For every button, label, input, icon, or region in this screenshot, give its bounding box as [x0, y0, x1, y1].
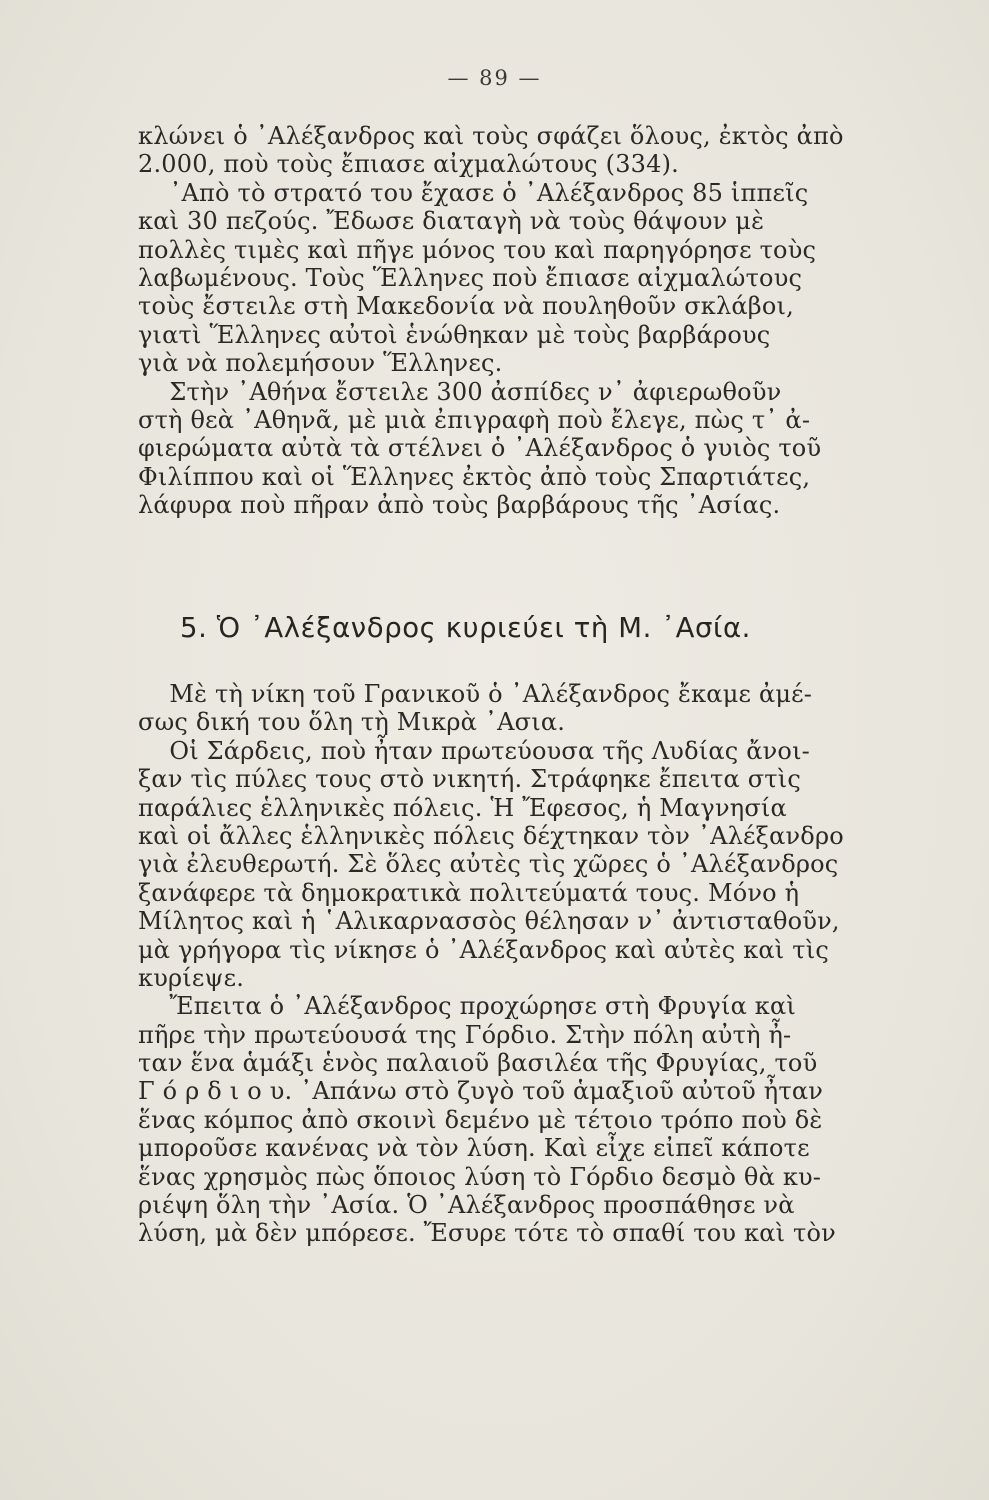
- text-line: λαβωμένους. Τοὺς Ἕλληνες ποὺ ἔπιασε αἰχμαλώτους: [138, 263, 803, 292]
- text-line: ριέψη ὅλη τὴν ᾿Ασία. Ὁ ᾿Αλέξανδρος προσπάθησε νὰ: [138, 1191, 795, 1220]
- text-line: ἕνας κόμπος ἀπὸ σκοινὶ δεμένο μὲ τέτοιο τρόπο ποὺ δὲ: [138, 1105, 823, 1134]
- text-line: τοὺς ἔστειλε στὴ Μακεδονία νὰ πουληθοῦν σκλάβοι,: [138, 292, 794, 321]
- text-block-top: [138, 122, 856, 519]
- text-line: ξαν τὶς πύλες τους στὸ νικητή. Στράφηκε ἔπειτα στὶς: [138, 765, 802, 794]
- text-line: μὰ γρήγορα τὶς νίκησε ὁ ᾿Αλέξανδρος καὶ αὐτὲς καὶ τὶς: [138, 935, 829, 964]
- text-line: 2.000, ποὺ τοὺς ἔπιασε αἰχμαλώτους (334).: [138, 150, 680, 179]
- text-line: ξανάφερε τὰ δημοκρατικὰ πολιτεύματά τους. Μόνο ἡ: [138, 878, 800, 907]
- text-line: γιατὶ Ἕλληνες αὐτοὶ ἑνώθηκαν μὲ τοὺς βαρβάρους: [138, 320, 771, 349]
- text-line: Φιλίππου καὶ οἱ Ἕλληνες ἐκτὸς ἀπὸ τοὺς Σπαρτιάτες,: [138, 462, 811, 491]
- text-line: ᾿Απὸ τὸ στρατό του ἔχασε ὁ ᾿Αλέξανδρος 85 ἱππεῖς: [138, 178, 809, 207]
- text-line: πολλὲς τιμὲς καὶ πῆγε μόνος του καὶ παρηγόρησε τοὺς: [138, 235, 817, 264]
- text-line: καὶ οἱ ἄλλες ἑλληνικὲς πόλεις δέχτηκαν τὸν ᾿Αλέξανδρο: [138, 821, 844, 850]
- text-line: γιὰ ἐλευθερωτή. Σὲ ὅλες αὐτὲς τὶς χῶρες ὁ ᾿Αλέξανδρος: [138, 850, 839, 879]
- text-block-bottom: [138, 680, 856, 1248]
- text-line: στὴ θεὰ ᾿Αθηνᾶ, μὲ μιὰ ἐπιγραφὴ ποὺ ἔλεγε, πὼς τ᾿ ἀ-: [138, 405, 811, 434]
- section-heading: 5. Ὁ ᾿Αλέξανδρος κυριεύει τὴ Μ. ᾿Ασία.: [180, 612, 752, 644]
- page-number: — 89 —: [447, 66, 542, 90]
- text-line: λάφυρα ποὺ πῆραν ἀπὸ τοὺς βαρβάρους τῆς ᾿Ασίας.: [138, 491, 781, 520]
- text-line: γιὰ νὰ πολεμήσουν Ἕλληνες.: [138, 349, 503, 378]
- text-line: Ἔπειτα ὁ ᾿Αλέξανδρος προχώρησε στὴ Φρυγία καὶ: [138, 992, 797, 1021]
- text-line: ταν ἕνα ἁμάξι ἑνὸς παλαιοῦ βασιλέα τῆς Φρυγίας, τοῦ: [138, 1049, 818, 1078]
- text-line: μποροῦσε κανένας νὰ τὸν λύση. Καὶ εἶχε εἰπεῖ κάποτε: [138, 1134, 810, 1163]
- text-line: Μὲ τὴ νίκη τοῦ Γρανικοῦ ὁ ᾿Αλέξανδρος ἔκαμε ἀμέ-: [138, 680, 813, 708]
- text-line: Στὴν ᾿Αθήνα ἔστειλε 300 ἀσπίδες ν᾿ ἀφιερωθοῦν: [138, 377, 782, 406]
- text-line: ἕνας χρησμὸς πὼς ὅποιος λύση τὸ Γόρδιο δεσμὸ θὰ κυ-: [138, 1162, 822, 1191]
- text-line: φιερώματα αὐτὰ τὰ στέλνει ὁ ᾿Αλέξανδρος ὁ γυιὸς τοῦ: [138, 434, 822, 463]
- text-line: πῆρε τὴν πρωτεύουσά της Γόρδιο. Στὴν πόλη αὐτὴ ἦ-: [138, 1020, 792, 1049]
- text-line: κλώνει ὁ ᾿Αλέξανδρος καὶ τοὺς σφάζει ὅλους, ἐκτὸς ἀπὸ: [138, 122, 844, 150]
- text-line: Οἱ Σάρδεις, ποὺ ἦταν πρωτεύουσα τῆς Λυδίας ἄνοι-: [138, 736, 810, 765]
- text-line: λύση, μὰ δὲν μπόρεσε. Ἔσυρε τότε τὸ σπαθί του καὶ τὸν: [138, 1219, 836, 1248]
- text-line: Γ ό ρ δ ι ο υ. ᾿Απάνω στὸ ζυγὸ τοῦ ἁμαξιοῦ αὐτοῦ ἦταν: [138, 1077, 824, 1106]
- text-line: καὶ 30 πεζούς. Ἔδωσε διαταγὴ νὰ τοὺς θάψουν μὲ: [138, 207, 765, 236]
- text-line: κυρίεψε.: [138, 963, 245, 992]
- text-line: παράλιες ἑλληνικὲς πόλεις. Ἡ Ἔφεσος, ἡ Μαγνησία: [138, 793, 787, 822]
- text-line: Μίλητος καὶ ἡ ῾Αλικαρνασσὸς θέλησαν ν᾿ ἀντισταθοῦν,: [138, 907, 840, 936]
- text-line: σως δική του ὅλη τὴ Μικρὰ ᾿Ασια.: [138, 708, 566, 737]
